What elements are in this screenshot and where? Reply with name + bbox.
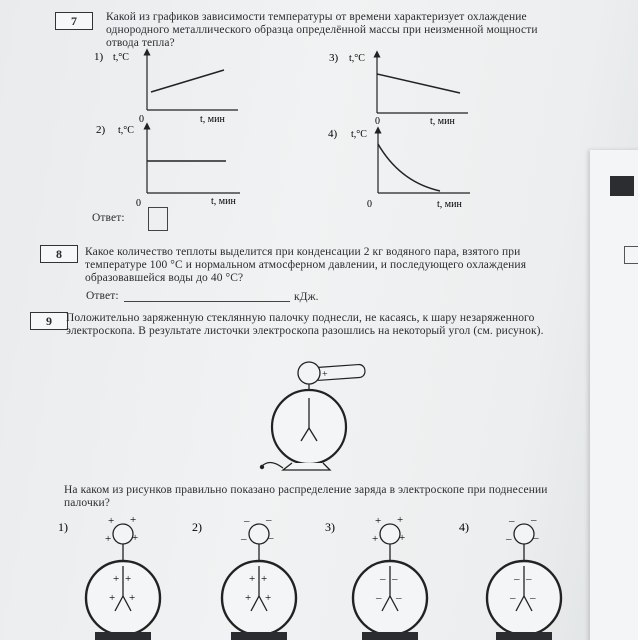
option-1-leaf-charge: + [129,592,136,604]
option-1-ball-charge: + [130,514,137,526]
graph-1-label: 1) [94,51,104,63]
option-3-stand [362,632,418,640]
question-8-unit: кДж. [294,291,319,303]
question-7-number: 7 [55,12,93,30]
option-4-leaf-charge: – [510,592,516,604]
option-3-ball-charge: + [375,515,382,527]
option-4-ball [514,524,534,544]
graph-1-y-axis: t,°C [113,52,129,63]
graph-4-origin: 0 [367,199,372,210]
option-4-ball-charge: – [509,515,515,527]
option-2-leaf-charge: + [265,592,272,604]
graph-4-x-axis: t, мин [437,199,462,210]
option-4-stand [496,632,552,640]
option-2-ball-charge: – [241,533,247,545]
option-3-ball-charge: + [397,514,404,526]
option-3-leaf-charge: – [376,592,382,604]
question-9-prompt: На каком из рисунков правильно показано распределение заряда в электроскопе при поднесении палочки? [64,484,548,509]
question-8-answer-label: Ответ: [86,290,119,302]
option-3-leaf-charge: – [380,573,386,585]
option-3-ball [380,524,400,544]
option-1-ball [113,524,133,544]
option-2-stand [231,632,287,640]
option-1-leaf-charge: + [125,573,132,585]
option-4-leaf-charge: – [530,592,536,604]
graph-2-label: 2) [96,124,106,136]
option-2-ball-charge: – [268,532,274,544]
option-1-leaf-charge: + [109,592,116,604]
option-3-ball-charge: + [372,533,379,545]
option-2-leaf-charge: + [249,573,256,585]
option-1-ball-charge: + [132,532,139,544]
option-2-leaf-charge: + [261,573,268,585]
option-4-leaf-charge: – [526,573,532,585]
option-4-ball-charge: – [533,532,539,544]
option-2-label: 2) [192,520,202,534]
graph-2-origin: 0 [136,198,141,209]
option-3-label: 3) [325,520,335,534]
option-3-leaf-charge: – [396,592,402,604]
option-1-ball-charge: + [108,515,115,527]
graph-1-x-axis: t, мин [200,114,225,125]
option-2-leaf-charge: + [245,592,252,604]
option-3-ball-charge: + [399,532,406,544]
graph-3-x-axis: t, мин [430,116,455,127]
graph-2-y-axis: t,°C [118,125,134,136]
graph-3-label: 3) [329,52,339,64]
option-1-ball-charge: + [105,533,112,545]
question-9-number: 9 [30,312,68,330]
option-2-ball-charge: – [244,515,250,527]
graph-4-label: 4) [328,128,338,140]
graph-1-origin: 0 [139,114,144,125]
question-8-text: Какое количество теплоты выделится при конденсации 2 кг водяного пара, взятого при температуре 100 °С и нормальном атмосферном давлении, и последующего охлаждения образовавшейся воды до 40 °С? [85,246,527,284]
option-3-leaf-charge: – [392,573,398,585]
option-4-leaf-charge: – [514,573,520,585]
graph-3-origin: 0 [375,116,380,127]
option-1-leaf-charge: + [113,573,120,585]
rod-charge: + [321,368,329,381]
option-2-ball [249,524,269,544]
graph-3-y-axis: t,°C [349,53,365,64]
question-9-text: Положительно заряженную стеклянную палочку поднесли, не касаясь, к шару незаряженного электроскопа. В результате листочки электроскопа разошлись на некоторый угол (см. рисунок). [66,312,544,337]
option-1-stand [95,632,151,640]
option-4-label: 4) [459,520,469,534]
question-7-text: Какой из графиков зависимости температуры от времени характеризует охлаждение однородного металлического образца определённой массы при неизменной мощности отвода тепла? [106,11,538,49]
question-8-number: 8 [40,245,78,263]
option-4-ball-charge: – [506,533,512,545]
graph-4-y-axis: t,°C [351,129,367,140]
graph-2-x-axis: t, мин [211,196,236,207]
option-1-label: 1) [58,520,68,534]
question-7-answer-label: Ответ: [92,212,125,224]
option-4-ball-charge: – [531,514,537,526]
option-2-ball-charge: – [266,514,272,526]
